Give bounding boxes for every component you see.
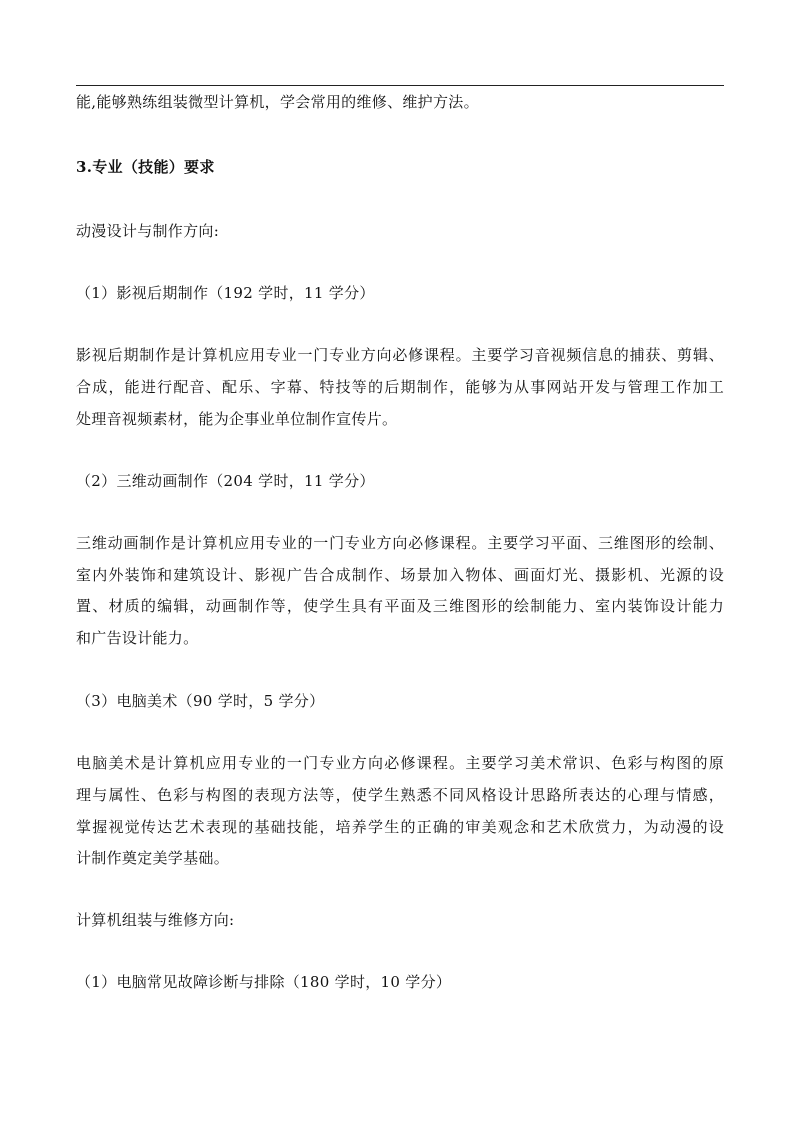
direction-animation-heading: 动漫设计与制作方向:	[76, 222, 220, 240]
paragraph-line: 影视后期制作是计算机应用专业一门专业方向必修课程。主要学习音视频信息的捕获、剪辑、	[76, 346, 724, 364]
course-title-3d-animation: （2）三维动画制作（204 学时，11 学分）	[76, 472, 375, 490]
continuation-text: 能,能够熟练组装微型计算机，学会常用的维修、维护方法。	[76, 93, 479, 111]
course-title-fault-diagnosis: （1）电脑常见故障诊断与排除（180 学时，10 学分）	[76, 973, 452, 991]
course-title-film-postproduction: （1）影视后期制作（192 学时，11 学分）	[76, 284, 375, 302]
paragraph-line: 理与属性、色彩与构图的表现方法等，使学生熟悉不同风格设计思路所表达的心理与情感，	[76, 786, 724, 804]
course-title-computer-art: （3）电脑美术（90 学时，5 学分）	[76, 692, 325, 710]
paragraph-line: 三维动画制作是计算机应用专业的一门专业方向必修课程。主要学习平面、三维图形的绘制、	[76, 534, 724, 552]
paragraph-line: 合成，能进行配音、配乐、字幕、特技等的后期制作，能够为从事网站开发与管理工作加工	[76, 378, 724, 396]
paragraph-line: 掌握视觉传达艺术表现的基础技能，培养学生的正确的审美观念和艺术欣赏力，为动漫的设	[76, 818, 724, 836]
paragraph-line: 处理音视频素材，能为企事业单位制作宣传片。	[76, 410, 398, 428]
paragraph-line: 和广告设计能力。	[76, 629, 199, 647]
paragraph-line: 室内外装饰和建筑设计、影视广告合成制作、场景加入物体、画面灯光、摄影机、光源的设	[76, 566, 724, 584]
paragraph-line: 计制作奠定美学基础。	[76, 849, 230, 867]
header-rule	[76, 85, 724, 86]
paragraph-line: 置、材质的编辑，动画制作等，使学生具有平面及三维图形的绘制能力、室内装饰设计能力	[76, 597, 724, 615]
direction-repair-heading: 计算机组装与维修方向:	[76, 911, 235, 929]
section-heading: 3.专业（技能）要求	[76, 158, 215, 176]
paragraph-line: 电脑美术是计算机应用专业的一门专业方向必修课程。主要学习美术常识、色彩与构图的原	[76, 754, 724, 772]
